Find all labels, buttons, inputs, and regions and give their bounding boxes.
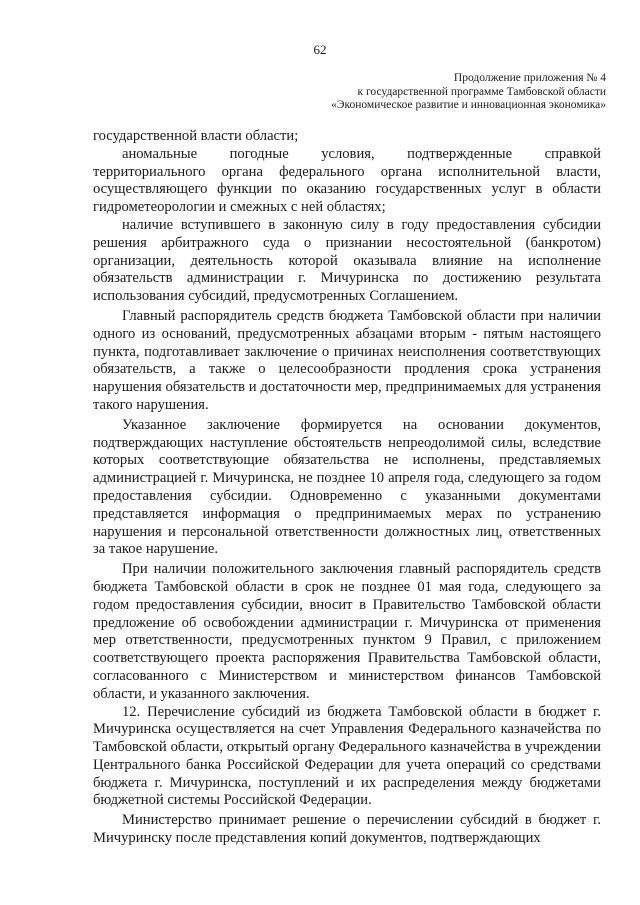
paragraph: аномальные погодные условия, подтвержденные справкой территориального органа федерального органа исполнительной власти, осуществляющего функции по оказанию государственных услуг в области гидрометеорологии и смежных с ней областях; — [93, 145, 601, 216]
paragraph: 12. Перечисление субсидий из бюджета Тамбовской области в бюджет г. Мичуринска осуществляется на счет Управления Федерального казначейства по Тамбовской области, открытый органу Федерального казначейства в учреждении Центрального банка Российской Федерации для учета операций со средствами бюджета г. Мичуринска, поступлений и их распределения между бюджетами бюджетной системы Российской Федерации. — [93, 703, 601, 809]
paragraph: наличие вступившего в законную силу в году предоставления субсидии решения арбитражного суда о признании несостоятельной (банкротом) организации, деятельность которой оказывала влияние на исполнение обязательств администрации г. Мичуринска по достижению результата использования субсидий, предусмотренных Соглашением. — [93, 216, 601, 305]
paragraph: Министерство принимает решение о перечислении субсидий в бюджет г. Мичуринску после представления копий документов, подтверждающих — [93, 812, 601, 847]
appendix-header-line: к государственной программе Тамбовской области — [357, 85, 606, 98]
paragraph: Указанное заключение формируется на основании документов, подтверждающих наступление обстоятельств непреодолимой силы, вследствие которых соответствующие обязательства не исполнены, представляемых администрацией г. Мичуринска, не позднее 10 апреля года, следующего за годом предоставления субсидии. Одновременно с указанными документами представляется информация о предпринимаемых мерах по устранению нарушения и персональной ответственности должностных лиц, ответственных за такое нарушение. — [93, 416, 601, 558]
document-body — [93, 128, 601, 848]
page-number: 62 — [313, 42, 327, 57]
appendix-header — [331, 72, 606, 113]
appendix-header-line: Продолжение приложения № 4 — [453, 72, 606, 84]
paragraph: государственной власти области; — [93, 128, 299, 144]
paragraph: Главный распорядитель средств бюджета Тамбовской области при наличии одного из оснований, предусмотренных абзацами вторым - пятым настоящего пункта, подготавливает заключение о причинах неисполнения соответствующих обязательств, а также о целесообразности продления срока устранения нарушения обязательств и достаточности мер, предпринимаемых для устранения такого нарушения. — [93, 307, 601, 413]
paragraph: При наличии положительного заключения главный распорядитель средств бюджета Тамбовской области в срок не позднее 01 мая года, следующего за годом предоставления субсидии, вносит в Правительство Тамбовской области предложение об освобождении администрации г. Мичуринска от применения мер ответственности, предусмотренных пунктом 9 Правил, с приложением соответствующего проекта распоряжения Правительства Тамбовской области, согласованного с Министерством и министерством финансов Тамбовской области, и указанного заключения. — [93, 561, 601, 702]
appendix-header-line: «Экономическое развитие и инновационная экономика» — [331, 99, 606, 111]
